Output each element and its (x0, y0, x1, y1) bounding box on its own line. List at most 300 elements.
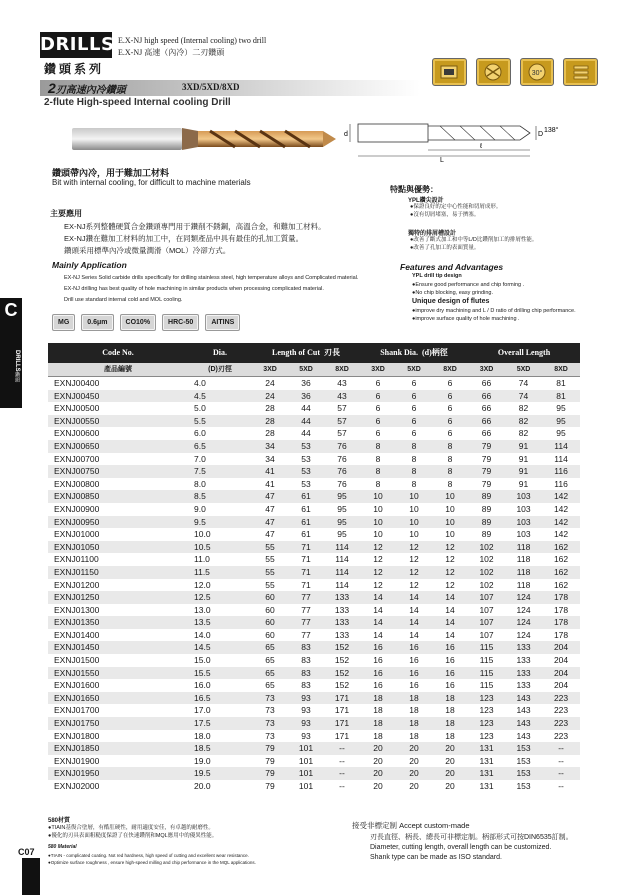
application-title-en: Mainly Application (52, 260, 127, 270)
table-cell: 89 (468, 503, 505, 516)
table-cell: 10 (360, 528, 396, 541)
table-cell: 66 (468, 415, 505, 428)
table-row (48, 616, 580, 629)
table-cell: 20 (360, 742, 396, 755)
header-length-of-cut (252, 343, 360, 363)
list-item: ●Ensure good performance and chip forming . (412, 282, 525, 288)
table-cell: 103 (505, 503, 542, 516)
table-cell: 18 (360, 704, 396, 717)
table-cell: EXNJ01600 (48, 679, 188, 692)
table-row (48, 503, 580, 516)
table-cell: 76 (324, 465, 360, 478)
table-row (48, 692, 580, 705)
table-cell: EXNJ00950 (48, 516, 188, 529)
table-cell: 95 (542, 402, 580, 415)
table-cell: 153 (505, 742, 542, 755)
table-cell: 18 (396, 717, 432, 730)
table-cell: 18 (432, 692, 468, 705)
table-cell: 12 (360, 553, 396, 566)
table-row (48, 402, 580, 415)
table-cell: 18 (396, 692, 432, 705)
table-cell: 142 (542, 490, 580, 503)
table-row (48, 579, 580, 592)
table-cell: 36 (288, 390, 324, 403)
header-dia: Dia. (188, 343, 252, 363)
table-cell: 118 (505, 553, 542, 566)
table-cell: 12 (360, 579, 396, 592)
table-cell: 16 (396, 667, 432, 680)
table-cell: 20.0 (188, 780, 252, 793)
spec-table-body (48, 377, 580, 793)
features-title-en: Features and Advantages (400, 262, 504, 272)
list-item: ●improve dry machining and L / D ratio of drilling chip performance. (412, 308, 576, 314)
table-cell: 10 (432, 503, 468, 516)
point-angle-30-icon (520, 58, 555, 86)
list-item: EX-NJ Series Solid carbide drills specifically for drilling stainless steel, high temperature alloys and Complicated material. (64, 275, 359, 281)
table-row (48, 490, 580, 503)
table-cell: 6 (396, 402, 432, 415)
table-cell: 73 (252, 730, 288, 743)
table-cell: 6 (396, 377, 432, 390)
table-cell: 6 (360, 377, 396, 390)
table-cell: 20 (396, 780, 432, 793)
list-item: ●改善了孔加工的表面質量。 (410, 245, 480, 251)
table-cell: 14.0 (188, 629, 252, 642)
custom-line: Shank type can be made as ISO standard. (370, 854, 502, 861)
table-cell: EXNJ00450 (48, 390, 188, 403)
table-cell: EXNJ00800 (48, 478, 188, 491)
table-cell: 14 (360, 604, 396, 617)
badge-cobalt: CO10% (120, 314, 157, 331)
table-cell: 81 (542, 377, 580, 390)
table-row (48, 390, 580, 403)
table-cell: 10 (396, 490, 432, 503)
table-cell: 204 (542, 667, 580, 680)
table-cell: 101 (288, 742, 324, 755)
table-cell: 89 (468, 490, 505, 503)
table-cell: 223 (542, 730, 580, 743)
table-cell: 6 (360, 390, 396, 403)
table-cell: 10 (432, 528, 468, 541)
table-cell: 79 (252, 755, 288, 768)
table-cell: EXNJ01550 (48, 667, 188, 680)
table-cell: 77 (288, 629, 324, 642)
table-cell: 53 (288, 478, 324, 491)
table-cell: 60 (252, 629, 288, 642)
table-cell: 133 (505, 679, 542, 692)
table-cell: 28 (252, 415, 288, 428)
table-cell: 16 (396, 679, 432, 692)
table-cell: 83 (288, 679, 324, 692)
table-cell: 8 (396, 453, 432, 466)
table-cell: 223 (542, 704, 580, 717)
table-cell: 10.5 (188, 541, 252, 554)
table-cell: 162 (542, 579, 580, 592)
table-row (48, 553, 580, 566)
table-cell: 79 (468, 453, 505, 466)
flute-count: 2 (48, 80, 56, 96)
table-cell: 16 (360, 667, 396, 680)
table-cell: 20 (360, 755, 396, 768)
table-cell: 8 (396, 465, 432, 478)
brand-logo: DRILLS (40, 32, 112, 58)
table-cell: EXNJ01450 (48, 641, 188, 654)
header-code: Code No. (48, 343, 188, 363)
subheader-code: 產品編號 (48, 363, 188, 377)
table-cell: 131 (468, 767, 505, 780)
table-cell: 6 (432, 390, 468, 403)
table-cell: EXNJ01850 (48, 742, 188, 755)
header-overall-length: Overall Length (468, 343, 580, 363)
table-cell: EXNJ01650 (48, 692, 188, 705)
table-cell: 16.0 (188, 679, 252, 692)
table-cell: 12 (432, 566, 468, 579)
table-cell: 91 (505, 440, 542, 453)
notes-en (48, 852, 256, 866)
table-cell: 13.0 (188, 604, 252, 617)
application-list-en (64, 273, 358, 306)
dim-D: D (538, 131, 544, 138)
table-row (48, 604, 580, 617)
table-cell: 178 (542, 591, 580, 604)
table-cell: 61 (288, 503, 324, 516)
table-cell: 142 (542, 503, 580, 516)
table-cell: 114 (324, 541, 360, 554)
description-cn: 鑽頭帶內冷，用于難加工材料 (52, 168, 170, 178)
table-cell: 107 (468, 629, 505, 642)
page-title-cn (48, 80, 126, 96)
angle-label: 30° (531, 70, 543, 77)
list-item: EX-NJ鑽在難加工材料的加工中，在同類產品中具有最佳的孔加工質量。 (64, 234, 304, 243)
table-cell: 74 (505, 390, 542, 403)
table-cell: 133 (324, 629, 360, 642)
table-cell: 82 (505, 415, 542, 428)
table-cell: 171 (324, 692, 360, 705)
table-row (48, 566, 580, 579)
table-cell: 6.0 (188, 427, 252, 440)
table-cell: -- (542, 767, 580, 780)
flute-title-en: Unique design of flutes (412, 298, 490, 305)
table-cell: 14 (360, 629, 396, 642)
table-cell: 118 (505, 579, 542, 592)
table-cell: 17.0 (188, 704, 252, 717)
feature-icons (432, 58, 598, 84)
table-cell: 12.5 (188, 591, 252, 604)
table-cell: 124 (505, 591, 542, 604)
table-cell: 6 (396, 415, 432, 428)
list-item: ●No chip blocking, easy grinding. (412, 290, 493, 296)
table-cell: 95 (324, 503, 360, 516)
custom-line: Diameter, cutting length, overall length can be customized. (370, 844, 552, 851)
dim-L: L (440, 157, 444, 164)
table-cell: 171 (324, 717, 360, 730)
table-cell: 61 (288, 490, 324, 503)
table-cell: 53 (288, 440, 324, 453)
note-title-cn: 580材質 (48, 818, 71, 824)
table-cell: 16 (396, 641, 432, 654)
table-cell: 115 (468, 679, 505, 692)
table-cell: EXNJ00500 (48, 402, 188, 415)
table-cell: EXNJ00600 (48, 427, 188, 440)
section-label-cn: 鑽頭 (14, 372, 20, 382)
flute-title-cn: 獨特的排屑槽設計 (408, 231, 457, 237)
table-cell: 91 (505, 478, 542, 491)
table-cell: -- (542, 742, 580, 755)
helix-icon (476, 58, 511, 86)
table-cell: EXNJ01350 (48, 616, 188, 629)
table-cell: 93 (288, 692, 324, 705)
dim-d: d (344, 131, 348, 138)
table-cell: 8 (360, 478, 396, 491)
table-cell: 10 (396, 503, 432, 516)
table-cell: 14 (396, 616, 432, 629)
table-cell: 95 (324, 528, 360, 541)
dim-angle: 138° (544, 127, 559, 134)
table-cell: 55 (252, 541, 288, 554)
table-row (48, 641, 580, 654)
table-cell: 95 (324, 490, 360, 503)
table-cell: 12 (396, 553, 432, 566)
flute-feature-list-cn (410, 236, 537, 252)
table-row (48, 704, 580, 717)
table-cell: 171 (324, 704, 360, 717)
table-row (48, 730, 580, 743)
table-cell: 95 (324, 516, 360, 529)
badge-material: MG (52, 314, 75, 331)
table-cell: 103 (505, 490, 542, 503)
table-cell: 12 (432, 553, 468, 566)
table-cell: 9.5 (188, 516, 252, 529)
table-cell: EXNJ01500 (48, 654, 188, 667)
flute-feature-list-en (412, 307, 576, 323)
table-cell: 73 (252, 717, 288, 730)
table-cell: 12 (432, 541, 468, 554)
table-cell: 34 (252, 440, 288, 453)
table-cell: 102 (468, 553, 505, 566)
subheader-oal-8xd: 8XD (542, 363, 580, 377)
table-cell: 89 (468, 516, 505, 529)
table-cell: 77 (288, 591, 324, 604)
description-en: Bit with internal cooling, for difficult to machine materials (52, 178, 251, 187)
table-row (48, 780, 580, 793)
table-cell: 71 (288, 553, 324, 566)
table-cell: 74 (505, 377, 542, 390)
table-cell: 5.5 (188, 415, 252, 428)
table-cell: 20 (396, 767, 432, 780)
table-cell: 124 (505, 616, 542, 629)
table-cell: 115 (468, 654, 505, 667)
table-cell: 24 (252, 377, 288, 390)
table-cell: 178 (542, 604, 580, 617)
table-cell: 114 (324, 566, 360, 579)
table-cell: 102 (468, 579, 505, 592)
table-cell: 8 (360, 453, 396, 466)
table-row (48, 629, 580, 642)
table-cell: 36 (288, 377, 324, 390)
table-cell: 57 (324, 415, 360, 428)
table-cell: EXNJ00700 (48, 453, 188, 466)
table-row (48, 742, 580, 755)
table-cell: EXNJ01400 (48, 629, 188, 642)
table-cell: 71 (288, 541, 324, 554)
table-cell: 65 (252, 679, 288, 692)
table-cell: -- (542, 780, 580, 793)
table-cell: 79 (252, 742, 288, 755)
header-line-en: E.X-NJ high speed (Internal cooling) two drill (118, 36, 267, 45)
list-item: ●improve surface quality of hole machining . (412, 316, 520, 322)
table-cell: 152 (324, 641, 360, 654)
table-cell: 5.0 (188, 402, 252, 415)
table-cell: 8 (360, 465, 396, 478)
table-cell: 123 (468, 717, 505, 730)
table-cell: 82 (505, 427, 542, 440)
table-cell: 8 (432, 465, 468, 478)
table-cell: 153 (505, 755, 542, 768)
header-shank-en: Shank Dia. (380, 348, 419, 357)
table-cell: 10 (360, 516, 396, 529)
subheader-shank-8xd: 8XD (432, 363, 468, 377)
table-cell: EXNJ00650 (48, 440, 188, 453)
table-cell: 143 (505, 730, 542, 743)
table-row (48, 717, 580, 730)
subheader-oal-5xd: 5XD (505, 363, 542, 377)
table-row (48, 679, 580, 692)
table-cell: 18 (396, 730, 432, 743)
table-cell: 16 (432, 641, 468, 654)
table-cell: 77 (288, 604, 324, 617)
table-cell: 143 (505, 717, 542, 730)
table-cell: EXNJ00900 (48, 503, 188, 516)
table-cell: 8 (432, 453, 468, 466)
subheader-loc-8xd: 8XD (324, 363, 360, 377)
list-item: EX-NJ系列整體硬質合金鑽頭專門用于鑽削不銹鋼，高溫合金，和難加工材料。 (64, 222, 326, 231)
table-cell: 66 (468, 390, 505, 403)
custom-line: 刃長直徑、柄長、總長可非標定制。柄部形式可按DIN6535訂制。 (370, 834, 573, 841)
table-cell: 81 (542, 390, 580, 403)
table-cell: 16 (360, 679, 396, 692)
table-cell: 131 (468, 742, 505, 755)
table-cell: EXNJ01800 (48, 730, 188, 743)
title-cn-text: 刃高速內冷鑽頭 (55, 85, 126, 96)
table-cell: 107 (468, 604, 505, 617)
section-label: DRILLS (14, 350, 20, 372)
header-shank-cn: 柄徑 (431, 348, 448, 357)
table-cell: 93 (288, 717, 324, 730)
drill-material-icon (432, 58, 467, 86)
table-cell: 66 (468, 377, 505, 390)
table-cell: 60 (252, 591, 288, 604)
list-item: ●保證良好的定中心性能和切屑成形。 (410, 204, 502, 210)
table-cell: 14 (432, 591, 468, 604)
table-cell: 79 (468, 478, 505, 491)
table-cell: 124 (505, 629, 542, 642)
table-cell: 12 (396, 541, 432, 554)
list-item: Drill use standard internal cold and MOL cooling. (64, 297, 183, 303)
custom-made-notes (370, 833, 573, 863)
table-cell: 53 (288, 453, 324, 466)
application-list-cn (64, 221, 326, 257)
table-cell: 65 (252, 654, 288, 667)
table-cell: 171 (324, 730, 360, 743)
application-title-cn: 主要應用 (50, 209, 82, 218)
table-cell: 131 (468, 755, 505, 768)
table-cell: 73 (252, 704, 288, 717)
table-cell: 18 (360, 717, 396, 730)
table-cell: 20 (432, 780, 468, 793)
table-cell: 8.5 (188, 490, 252, 503)
table-cell: 6.5 (188, 440, 252, 453)
subheader-shank-3xd: 3XD (360, 363, 396, 377)
table-cell: 123 (468, 704, 505, 717)
table-cell: 71 (288, 579, 324, 592)
table-cell: 204 (542, 654, 580, 667)
table-cell: 18 (432, 730, 468, 743)
table-cell: 18.0 (188, 730, 252, 743)
table-cell: EXNJ01250 (48, 591, 188, 604)
table-cell: 55 (252, 566, 288, 579)
table-cell: EXNJ01150 (48, 566, 188, 579)
custom-made-title: 接受非標定制 Accept custom-made (352, 821, 470, 830)
table-cell: 152 (324, 667, 360, 680)
page-number: C07 (18, 847, 35, 857)
table-row (48, 453, 580, 466)
table-cell: 133 (505, 667, 542, 680)
table-cell: 107 (468, 616, 505, 629)
table-row (48, 465, 580, 478)
table-cell: 57 (324, 427, 360, 440)
list-item: ●改善了斷式加工和中等L/D比鑽削加工的排屑性能。 (410, 237, 538, 243)
table-cell: 12 (432, 579, 468, 592)
table-cell: 18 (432, 704, 468, 717)
table-cell: 10 (360, 490, 396, 503)
table-cell: 82 (505, 402, 542, 415)
table-cell: 162 (542, 566, 580, 579)
table-cell: 14 (432, 604, 468, 617)
table-cell: 204 (542, 641, 580, 654)
table-cell: 153 (505, 767, 542, 780)
ypl-tip-title-en: YPL drill tip design (412, 273, 462, 279)
table-cell: 47 (252, 503, 288, 516)
table-cell: 133 (324, 616, 360, 629)
ypl-tip-title-cn: YPL鑽尖設計 (408, 198, 444, 204)
table-cell: 17.5 (188, 717, 252, 730)
table-cell: 123 (468, 730, 505, 743)
list-item: EX-NJ drilling has best quality of hole machining in similar products when processing complicated material. (64, 286, 324, 292)
table-cell: 20 (360, 780, 396, 793)
table-row (48, 755, 580, 768)
title-xd: 3XD/5XD/8XD (182, 82, 240, 92)
table-cell: 20 (432, 742, 468, 755)
table-cell: 28 (252, 427, 288, 440)
table-cell: 61 (288, 516, 324, 529)
table-cell: 8 (396, 478, 432, 491)
table-cell: EXNJ02000 (48, 780, 188, 793)
table-cell: 14 (360, 616, 396, 629)
table-cell: 115 (468, 641, 505, 654)
table-cell: 133 (324, 591, 360, 604)
table-cell: 65 (252, 641, 288, 654)
table-cell: 14 (432, 616, 468, 629)
table-cell: EXNJ00550 (48, 415, 188, 428)
table-cell: -- (542, 755, 580, 768)
subheader-dia: (D)刃徑 (188, 363, 252, 377)
table-cell: 12 (396, 566, 432, 579)
table-cell: 4.0 (188, 377, 252, 390)
table-cell: 178 (542, 616, 580, 629)
table-cell: 16 (360, 654, 396, 667)
table-cell: 107 (468, 591, 505, 604)
table-cell: 20 (432, 755, 468, 768)
